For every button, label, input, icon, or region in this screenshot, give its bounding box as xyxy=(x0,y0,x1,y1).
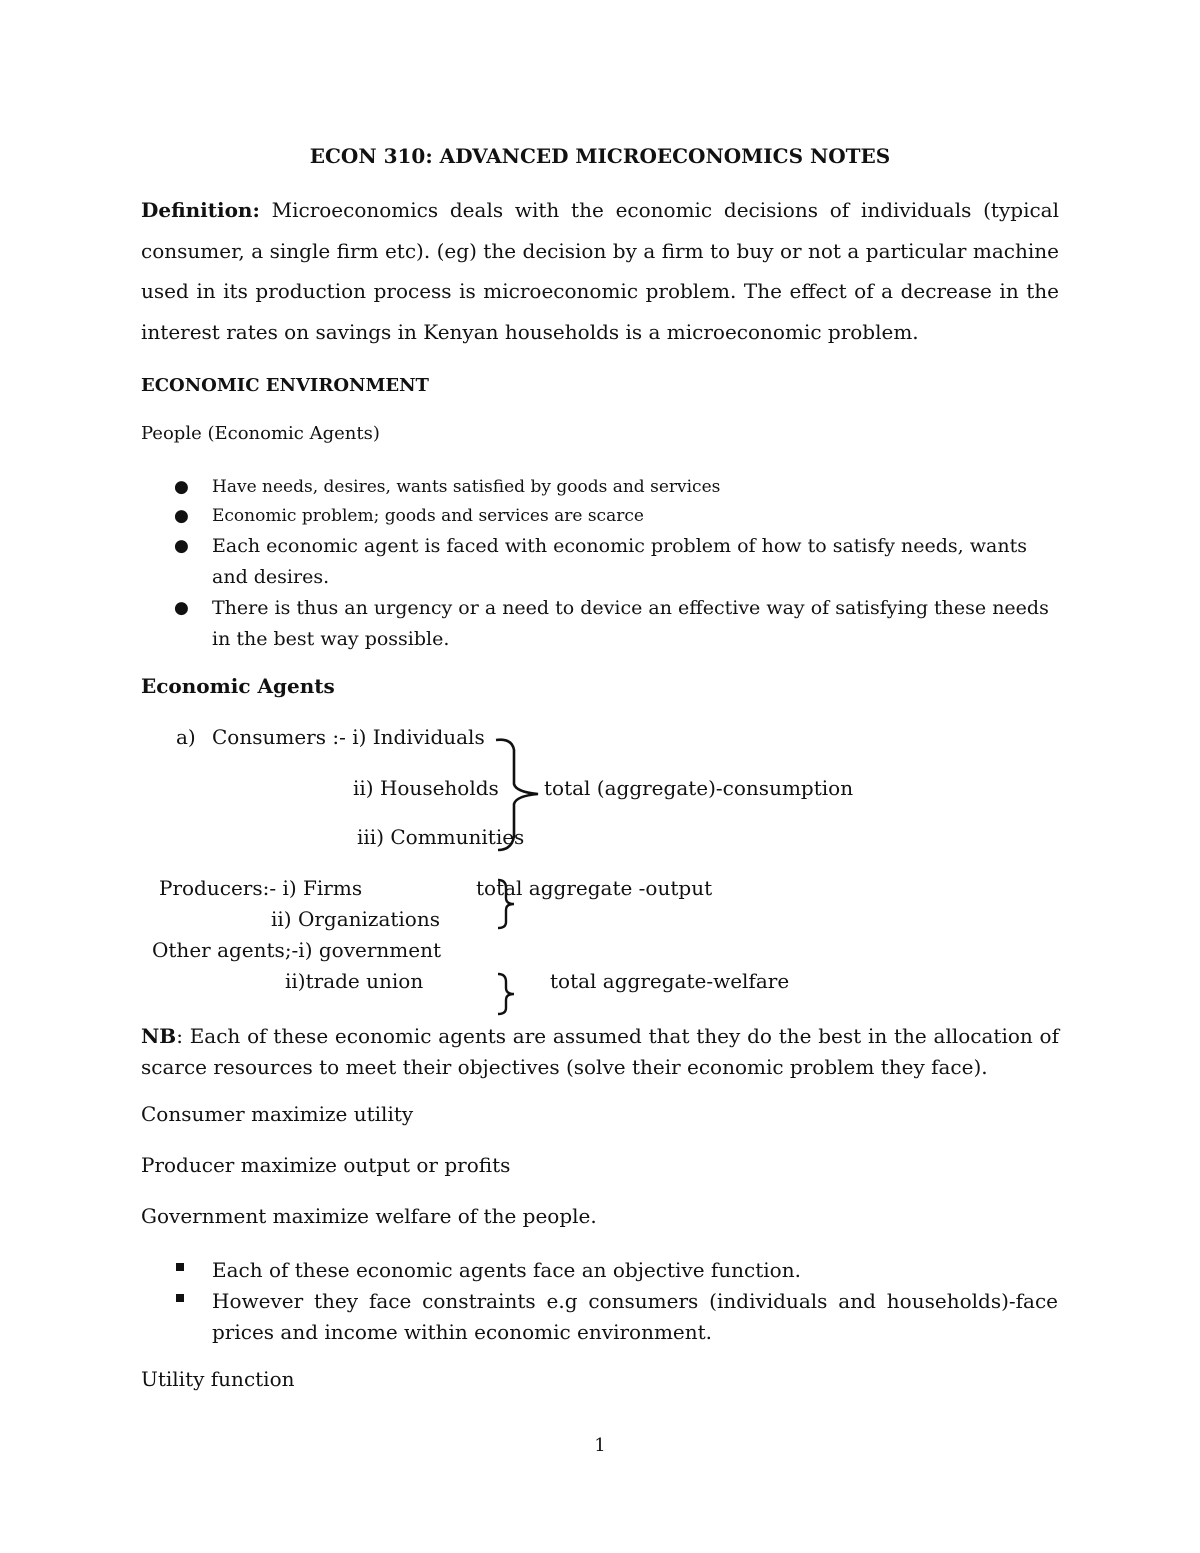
consumers-marker: a) xyxy=(176,725,196,749)
economic-environment-heading: ECONOMIC ENVIRONMENT xyxy=(141,375,429,396)
trade-union-line: ii)trade union xyxy=(285,969,424,993)
list-item: ● Each economic agent is faced with economic problem of how to satisfy needs, wants and desires. xyxy=(212,531,1062,593)
nb-paragraph xyxy=(141,1021,1059,1083)
page-number: 1 xyxy=(594,1435,606,1456)
list-item: However they face constraints e.g consumers (individuals and households)-face prices and income within economic environment. xyxy=(212,1286,1058,1348)
organizations-line: ii) Organizations xyxy=(271,907,440,931)
producers-line: Producers:- i) Firms xyxy=(159,876,363,900)
list-item: Each of these economic agents face an objective function. xyxy=(212,1255,1062,1286)
people-line: People (Economic Agents) xyxy=(141,423,380,444)
households-line: ii) Households xyxy=(353,776,499,800)
list-item: ● There is thus an urgency or a need to device an effective way of satisfying these needs in the best way possible. xyxy=(212,593,1062,655)
square-bullet-icon xyxy=(176,1294,184,1302)
consumers-line: Consumers :- i) Individuals xyxy=(212,725,485,749)
economic-agents-heading: Economic Agents xyxy=(141,674,335,698)
nb-text: : Each of these economic agents are assumed that they do the best in the allocation of scarce resources to meet their objectives (solve their economic problem they face). xyxy=(141,1024,1059,1079)
producer-maximize-line: Producer maximize output or profits xyxy=(141,1153,511,1177)
list-item: ● Economic problem; goods and services are scarce xyxy=(212,501,1062,532)
producers-brace-icon xyxy=(494,876,522,932)
bullet-icon: ● xyxy=(174,598,189,618)
consumer-maximize-line: Consumer maximize utility xyxy=(141,1102,414,1126)
utility-function-line: Utility function xyxy=(141,1367,295,1391)
definition-label: Definition: xyxy=(141,198,260,222)
government-maximize-line: Government maximize welfare of the people. xyxy=(141,1204,597,1228)
bullet-icon: ● xyxy=(174,536,189,556)
communities-line: iii) Communities xyxy=(357,825,525,849)
bullet-icon: ● xyxy=(174,477,189,497)
definition-text: Microeconomics deals with the economic decisions of individuals (typical consumer, a single firm etc). (eg) the decision by a firm to buy or not a particular machine used in its production process is microeconomic problem. The effect of a decrease in the interest rates on savings in Kenyan households is a microeconomic problem. xyxy=(141,198,1059,344)
list-item: ● Have needs, desires, wants satisfied by goods and services xyxy=(212,472,1062,503)
consumers-brace-icon xyxy=(492,736,548,854)
welfare-brace-icon xyxy=(494,970,522,1018)
output-total: total aggregate -output xyxy=(476,876,713,900)
welfare-total: total aggregate-welfare xyxy=(550,969,790,993)
document-title: ECON 310: ADVANCED MICROECONOMICS NOTES xyxy=(309,144,891,168)
consumption-total: total (aggregate)-consumption xyxy=(544,776,854,800)
square-bullet-icon xyxy=(176,1263,184,1271)
definition-paragraph xyxy=(141,190,1059,352)
bullet-icon: ● xyxy=(174,506,189,526)
other-agents-line: Other agents;-i) government xyxy=(152,938,442,962)
nb-label: NB xyxy=(141,1024,177,1048)
